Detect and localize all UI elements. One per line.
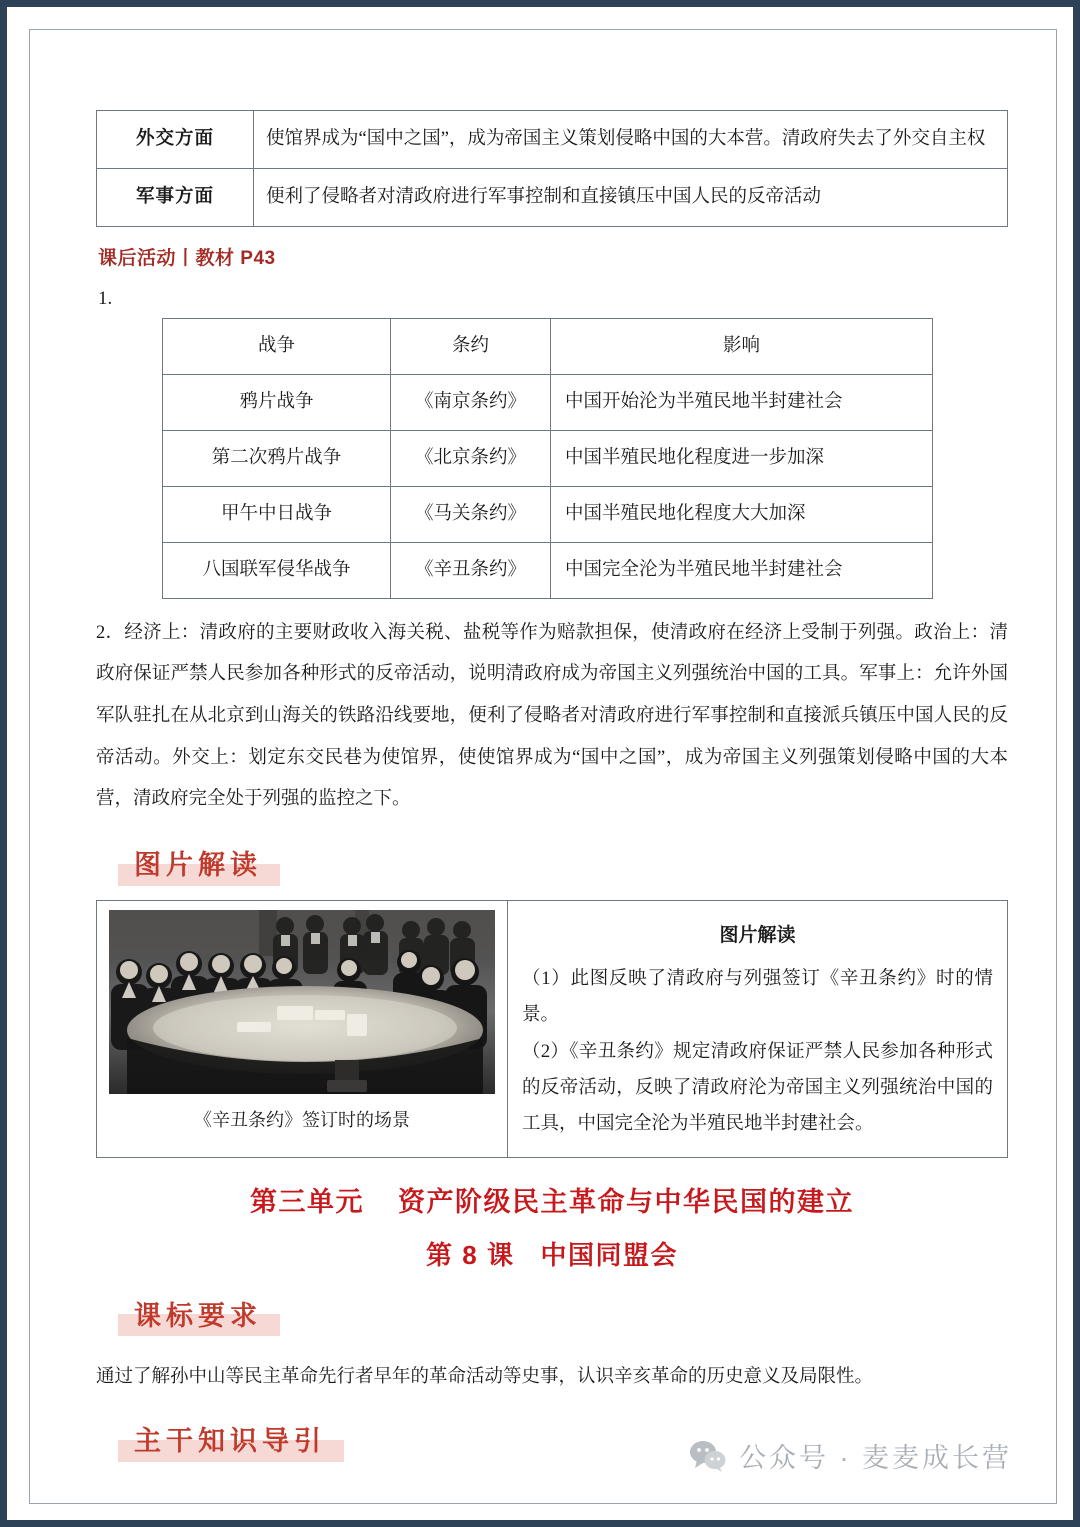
table-header-row — [163, 318, 933, 374]
footer-watermark — [689, 1436, 1012, 1475]
cell-impact: 中国开始沦为半殖民地半封建社会 — [551, 374, 933, 430]
standard-requirement-text: 通过了解孙中山等民主革命先行者早年的革命活动等史事，认识辛亥革命的历史意义及局限性。 — [96, 1367, 874, 1388]
aspect-label: 外交方面 — [97, 111, 254, 169]
column-header-treaty: 条约 — [391, 318, 551, 374]
aspect-body: 使馆界成为“国中之国”，成为帝国主义策划侵略中国的大本营。清政府失去了外交自主权 — [254, 111, 1008, 169]
photo-cell — [97, 900, 508, 1157]
answer-paragraph: 2．经济上：清政府的主要财政收入海关税、盐税等作为赔款担保，使清政府在经济上受制于列强。政治上：清政府保证严禁人民参加各种形式的反帝活动，说明清政府成为帝国主义列强统治中国的工具。军事上：允许外国军队驻扎在从北京到山海关的铁路沿线要地，便利了侵略者对清政府进行军事控制和直接派兵镇压中国人民的反帝活动。外交上：划定东交民巷为使馆界，使使馆界成为“国中之国”，成为帝国主义列强策划侵略中国的大本营，清政府完全处于列强的监控之下。 — [96, 622, 1008, 810]
table-row — [97, 168, 1008, 226]
standard-requirement-badge: 课标要求 — [118, 1298, 280, 1337]
cell-treaty: 《马关条约》 — [391, 486, 551, 542]
page-inner-frame — [29, 29, 1057, 1504]
interpretation-cell — [508, 900, 1008, 1157]
unit-title — [96, 1180, 1008, 1219]
table-row — [97, 900, 1008, 1157]
cell-impact: 中国完全沦为半殖民地半封建社会 — [551, 542, 933, 598]
war-table-wrapper — [162, 318, 932, 599]
cell-war: 第二次鸦片战争 — [163, 430, 391, 486]
cell-treaty: 《北京条约》 — [391, 430, 551, 486]
cell-war: 鸦片战争 — [163, 374, 391, 430]
lesson-title — [96, 1235, 1008, 1272]
wechat-icon — [689, 1440, 727, 1472]
knowledge-guide-badge: 主干知识导引 — [118, 1423, 344, 1462]
cell-war: 八国联军侵华战争 — [163, 542, 391, 598]
table-row — [163, 542, 933, 598]
table-row — [163, 374, 933, 430]
unit-title-name: 资产阶级民主革命与中华民国的建立 — [398, 1186, 854, 1217]
picture-interpretation-table — [96, 900, 1008, 1158]
interpretation-line-1: （1）此图反映了清政府与列强签订《辛丑条约》时的情景。 — [522, 969, 993, 1026]
war-treaty-table — [162, 318, 933, 599]
section-heading: 课后活动丨教材 P43 — [98, 247, 276, 269]
table-row — [97, 111, 1008, 169]
interpretation-title: 图片解读 — [719, 925, 796, 947]
document-content — [96, 110, 1008, 1472]
aspect-body: 便利了侵略者对清政府进行军事控制和直接镇压中国人民的反帝活动 — [254, 168, 1008, 226]
cell-treaty: 《南京条约》 — [391, 374, 551, 430]
footer-watermark-text: 公众号 · 麦麦成长营 — [739, 1443, 1012, 1473]
aspect-label: 军事方面 — [97, 168, 254, 226]
column-header-war: 战争 — [163, 318, 391, 374]
picture-interpretation-badge: 图片解读 — [118, 847, 280, 886]
aspect-table — [96, 110, 1008, 227]
treaty-signing-photo — [109, 910, 495, 1094]
cell-treaty: 《辛丑条约》 — [391, 542, 551, 598]
interpretation-line-2: （2）《辛丑条约》规定清政府保证严禁人民参加各种形式的反帝活动，反映了清政府沦为帝国主义列强统治中国的工具，中国完全沦为半殖民地半封建社会。 — [522, 1041, 993, 1134]
photo-caption: 《辛丑条约》签订时的场景 — [194, 1109, 410, 1130]
cell-impact: 中国半殖民地化程度进一步加深 — [551, 430, 933, 486]
cell-war: 甲午中日战争 — [163, 486, 391, 542]
lesson-title-name: 中国同盟会 — [540, 1239, 678, 1270]
item-number: 1. — [98, 287, 113, 309]
table-row — [163, 486, 933, 542]
cell-impact: 中国半殖民地化程度大大加深 — [551, 486, 933, 542]
table-row — [163, 430, 933, 486]
unit-title-prefix: 第三单元 — [250, 1186, 364, 1217]
column-header-impact: 影响 — [551, 318, 933, 374]
lesson-title-prefix: 第 8 课 — [426, 1239, 515, 1270]
